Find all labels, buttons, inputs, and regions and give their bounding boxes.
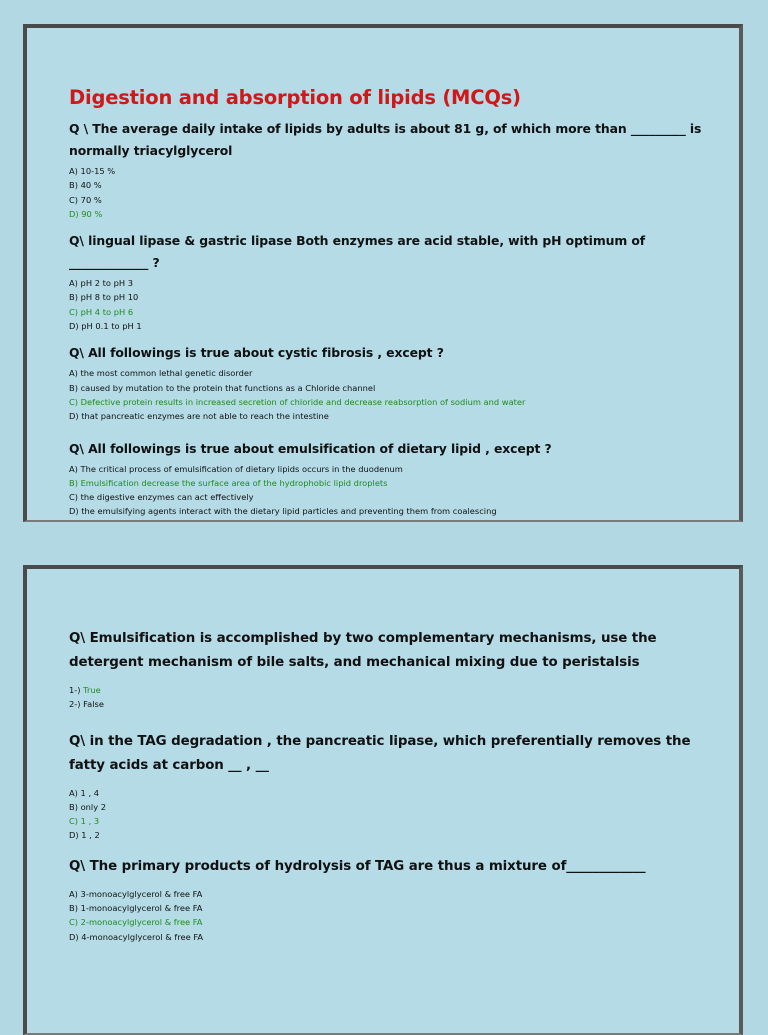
question-block [69, 342, 709, 423]
question-text: Q \ The average daily intake of lipids by adults is about 81 g, of which more than _________ is normally triacylglycerol [69, 121, 702, 158]
option-b-correct: B) Emulsification decrease the surface area of the hydrophobic lipid droplets [69, 477, 388, 488]
option-c-correct: C) 1 , 3 [69, 816, 100, 827]
option-label: False [83, 699, 104, 710]
options-list [69, 887, 709, 944]
options-list [69, 462, 709, 519]
option-number: 2-) [69, 699, 84, 710]
option-d-correct: D) 90 % [69, 208, 103, 219]
option-c: C) 70 % [69, 194, 102, 205]
option-2 [69, 697, 709, 711]
option-a: A) pH 2 to pH 3 [69, 278, 133, 289]
question-text: Q\ All followings is true about emulsification of dietary lipid , except ? [69, 440, 552, 456]
option-b: B) only 2 [69, 801, 107, 812]
question-text: Q\ The primary products of hydrolysis of TAG are thus a mixture of____________ [69, 858, 646, 874]
question-block [69, 118, 709, 221]
option-d: D) the emulsifying agents interact with the dietary lipid particles and preventing them from coalescing [69, 506, 497, 517]
options-list [69, 366, 709, 423]
slide-2-content [69, 627, 709, 956]
slide-1 [23, 24, 743, 522]
option-b: B) caused by mutation to the protein that functions as a Chloride channel [69, 382, 376, 393]
question-block [69, 627, 709, 712]
option-b: B) 1-monoacylglycerol & free FA [69, 903, 203, 914]
question-block [69, 855, 709, 944]
option-c: C) the digestive enzymes can act effectively [69, 492, 254, 503]
options-list [69, 276, 709, 333]
question-block [69, 438, 709, 519]
option-a: A) 3-monoacylglycerol & free FA [69, 888, 203, 899]
option-c-correct: C) pH 4 to pH 6 [69, 306, 134, 317]
page-title: Digestion and absorption of lipids (MCQs) [69, 86, 521, 109]
option-b: B) pH 8 to pH 10 [69, 292, 139, 303]
question-text: Q\ Emulsification is accomplished by two complementary mechanisms, use the detergent mechanism of bile salts, and mechanical mixing due to peristalsis [69, 631, 657, 670]
options-list [69, 786, 709, 843]
options-list [69, 164, 709, 221]
slide-1-content [69, 86, 709, 528]
question-block [69, 730, 709, 843]
option-d: D) 1 , 2 [69, 830, 100, 841]
option-d: D) pH 0.1 to pH 1 [69, 321, 142, 332]
question-block [69, 230, 709, 333]
question-text: Q\ lingual lipase & gastric lipase Both enzymes are acid stable, with pH optimum of _____________ ? [69, 233, 646, 271]
options-list [69, 683, 709, 712]
option-a: A) 1 , 4 [69, 787, 100, 798]
option-a: A) the most common lethal genetic disorder [69, 368, 253, 379]
option-c-correct: C) 2-monoacylglycerol & free FA [69, 917, 203, 928]
option-a: A) The critical process of emulsification of dietary lipids occurs in the duodenum [69, 463, 403, 474]
option-b: B) 40 % [69, 180, 102, 191]
option-number: 1-) [69, 685, 84, 695]
option-d: D) 4-monoacylglycerol & free FA [69, 931, 204, 942]
question-text: Q\ in the TAG degradation , the pancreatic lipase, which preferentially removes the fatty acids at carbon __ , __ [69, 733, 691, 773]
option-a: A) 10-15 % [69, 166, 116, 176]
question-text: Q\ All followings is true about cystic fibrosis , except ? [69, 345, 444, 361]
option-1 [69, 683, 709, 697]
option-c-correct: C) Defective protein results in increased secretion of chloride and decrease reabsorption of sodium and water [69, 396, 526, 407]
slide-2 [23, 565, 743, 1035]
option-label-correct: True [83, 685, 101, 695]
option-d: D) that pancreatic enzymes are not able to reach the intestine [69, 411, 329, 422]
